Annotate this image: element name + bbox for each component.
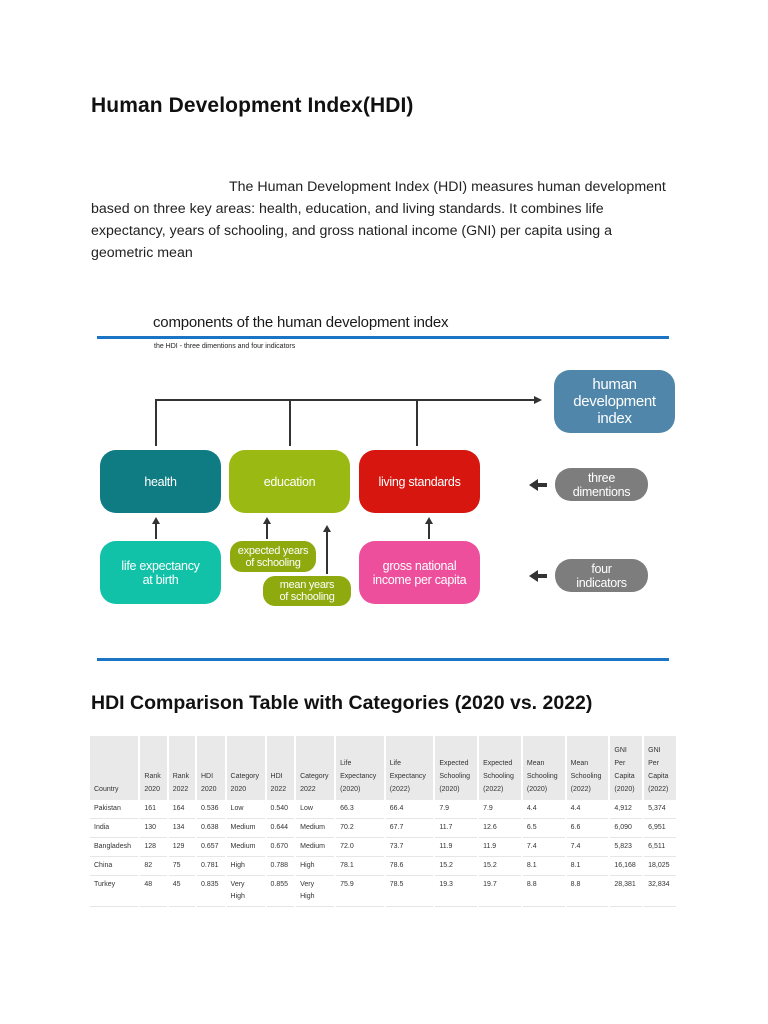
table-cell: 70.2	[335, 819, 385, 838]
legend-three-dimensions	[555, 468, 648, 501]
intro-line-1: The Human Development Index (HDI) measures human development	[229, 179, 666, 195]
column-header	[196, 736, 226, 800]
legend-four-indicators	[555, 559, 648, 592]
table-cell: 28,381	[609, 876, 643, 907]
column-header-text: (2020)	[439, 786, 460, 793]
connector-education	[289, 400, 291, 446]
mys-line-2: of schooling	[279, 591, 335, 603]
table-cell: 8.8	[566, 876, 610, 907]
arrow-left-shaft	[537, 574, 547, 578]
table-cell: 18,025	[643, 857, 677, 876]
column-header-text: 2020	[230, 786, 247, 793]
column-header	[266, 736, 296, 800]
table-cell: 67.7	[385, 819, 435, 838]
column-header-text: 2020	[200, 786, 217, 793]
table-cell: 7.9	[434, 800, 478, 819]
legend-ind-line-2: indicators	[576, 575, 627, 590]
column-header-text: Category	[300, 773, 329, 780]
table-cell: 0.644	[266, 819, 296, 838]
table-row	[90, 800, 677, 819]
indicator-gni	[359, 541, 480, 604]
column-header-text: (2020)	[614, 786, 635, 793]
column-header-text: Rank	[172, 773, 190, 780]
table-cell: 164	[168, 800, 196, 819]
connector-health	[155, 400, 157, 446]
table-cell: 0.670	[266, 838, 296, 857]
arrow-gni-shaft	[428, 524, 430, 539]
column-header-text: Category	[230, 773, 259, 780]
table-cell: 128	[139, 838, 167, 857]
column-header-text: HDI	[200, 773, 214, 780]
table-cell: 6.5	[522, 819, 566, 838]
table-cell: 0.536	[196, 800, 226, 819]
table-cell: 32,834	[643, 876, 677, 907]
column-header	[168, 736, 196, 800]
column-header-text: Mean	[570, 760, 589, 767]
table-cell: 5,823	[609, 838, 643, 857]
page-title: Human Development Index(HDI)	[91, 94, 414, 117]
connector-living	[416, 400, 418, 446]
table-cell: 0.638	[196, 819, 226, 838]
table-cell: 7.9	[478, 800, 522, 819]
table-cell: 129	[168, 838, 196, 857]
dimension-living-standards: living standards	[359, 450, 480, 513]
table-cell: 6.6	[566, 819, 610, 838]
table-cell: 16,168	[609, 857, 643, 876]
table-cell: 73.7	[385, 838, 435, 857]
column-header-text: (2022)	[483, 786, 504, 793]
table-cell: 7.4	[566, 838, 610, 857]
column-header	[478, 736, 522, 800]
table-cell: 15.2	[434, 857, 478, 876]
column-header-text: Schooling	[570, 773, 602, 780]
table-row	[90, 857, 677, 876]
table-cell: Bangladesh	[90, 838, 139, 857]
life-line-2: at birth	[142, 572, 179, 587]
column-header	[139, 736, 167, 800]
intro-line-3: expectancy, years of schooling, and gross national income (GNI) per capita using a	[91, 223, 613, 239]
gni-line-1: gross national	[382, 558, 457, 573]
life-line-1: life expectancy	[121, 558, 200, 573]
intro-line-4: geometric mean	[91, 245, 193, 261]
column-header-text: Life	[389, 760, 402, 767]
hdi-line-1: human	[592, 376, 637, 393]
arrow-mys-shaft	[326, 532, 328, 574]
eys-line-1: expected years	[237, 544, 309, 557]
table-cell: 0.540	[266, 800, 296, 819]
table-cell: 15.2	[478, 857, 522, 876]
intro-line-2: based on three key areas: health, education, and living standards. It combines life	[91, 201, 604, 217]
table-cell: Pakistan	[90, 800, 139, 819]
table-cell: 75	[168, 857, 196, 876]
table-cell: High	[226, 857, 266, 876]
column-header	[295, 736, 335, 800]
table-cell: 12.6	[478, 819, 522, 838]
arrow-left-shaft	[537, 483, 547, 487]
table-cell: 8.1	[522, 857, 566, 876]
column-header-text: Capita	[614, 773, 635, 780]
table-cell: 0.781	[196, 857, 226, 876]
column-header	[226, 736, 266, 800]
hdi-box	[554, 370, 675, 433]
column-header-text: 2022	[270, 786, 287, 793]
bottom-rule	[97, 658, 669, 661]
table-cell: 8.1	[566, 857, 610, 876]
dimension-education: education	[229, 450, 350, 513]
legend-ind-line-1: four	[591, 561, 612, 576]
table-cell: 75.9	[335, 876, 385, 907]
column-header-text: HDI	[270, 773, 283, 780]
table-cell: 161	[139, 800, 167, 819]
indicator-life-expectancy	[100, 541, 221, 604]
table-cell: 0.657	[196, 838, 226, 857]
column-header-text: (2022)	[570, 786, 591, 793]
gni-line-2: income per capita	[372, 572, 467, 587]
table-cell: Turkey	[90, 876, 139, 907]
table-cell: 78.5	[385, 876, 435, 907]
table-cell: 6,951	[643, 819, 677, 838]
table-cell: 6,090	[609, 819, 643, 838]
table-cell: India	[90, 819, 139, 838]
table-cell: 4.4	[566, 800, 610, 819]
column-header-text: Per	[648, 760, 660, 767]
column-header-text: Expectancy	[389, 773, 426, 780]
column-header-text: (2020)	[526, 786, 548, 793]
column-header-text: 2022	[300, 786, 316, 793]
column-header-text: Per	[614, 760, 626, 767]
intro-paragraph	[91, 176, 691, 264]
arrow-right-icon	[534, 396, 542, 404]
arrow-up-icon	[425, 517, 433, 524]
table-cell: 11.7	[434, 819, 478, 838]
table-cell: 66.4	[385, 800, 435, 819]
connector-top-line	[155, 399, 535, 401]
table-cell: 8.8	[522, 876, 566, 907]
table-cell: China	[90, 857, 139, 876]
diagram-subtitle: the HDI - three dimentions and four indicators	[154, 343, 296, 350]
table-cell: 4.4	[522, 800, 566, 819]
table-cell: 4,912	[609, 800, 643, 819]
column-header-text: Schooling	[526, 773, 558, 780]
table-cell: 78.6	[385, 857, 435, 876]
column-header-text: Rank	[144, 773, 161, 780]
column-header-text: Expected	[483, 760, 513, 767]
column-header	[522, 736, 566, 800]
table-cell: 134	[168, 819, 196, 838]
column-header-text: 2022	[172, 786, 189, 793]
column-header-text: (2022)	[648, 786, 669, 793]
table-cell: Medium	[226, 819, 266, 838]
column-header-text: GNI	[648, 747, 661, 754]
column-header	[385, 736, 435, 800]
column-header-text: Expectancy	[340, 773, 377, 780]
mys-line-1: mean years	[279, 579, 335, 591]
table-cell: Low	[226, 800, 266, 819]
arrow-eys-shaft	[266, 524, 268, 539]
table-cell: 48	[139, 876, 167, 907]
hdi-comparison-table	[90, 736, 678, 907]
column-header-text: Schooling	[483, 773, 514, 780]
hdi-line-3: index	[597, 410, 632, 427]
arrow-up-icon	[152, 517, 160, 524]
column-header	[643, 736, 677, 800]
table-cell: 0.835	[196, 876, 226, 907]
diagram-title: components of the human development index	[153, 314, 449, 331]
table-cell: 82	[139, 857, 167, 876]
table-cell: 5,374	[643, 800, 677, 819]
table-cell: 78.1	[335, 857, 385, 876]
column-header-text: Country	[94, 786, 119, 793]
table-cell: Medium	[295, 819, 335, 838]
column-header-text: Capita	[648, 773, 669, 780]
arrow-health-shaft	[155, 524, 157, 539]
table-cell: 130	[139, 819, 167, 838]
column-header-text: GNI	[614, 747, 627, 754]
column-header-text: Life	[340, 760, 352, 767]
column-header	[90, 736, 139, 800]
table-cell: 0.788	[266, 857, 296, 876]
column-header	[609, 736, 643, 800]
table-cell: Very High	[295, 876, 335, 907]
column-header-text: Schooling	[439, 773, 471, 780]
table-cell: 19.3	[434, 876, 478, 907]
column-header-text: 2020	[144, 786, 160, 793]
table-row	[90, 819, 677, 838]
table-cell: High	[295, 857, 335, 876]
table-cell: 6,511	[643, 838, 677, 857]
legend-dim-line-2: dimentions	[572, 484, 631, 499]
table-cell: 11.9	[478, 838, 522, 857]
table-cell: 45	[168, 876, 196, 907]
top-rule	[97, 336, 669, 339]
table-header-row	[90, 736, 677, 800]
table-row	[90, 838, 677, 857]
table-title: HDI Comparison Table with Categories (2020 vs. 2022)	[91, 692, 593, 714]
table-cell: Medium	[226, 838, 266, 857]
column-header-text: (2020)	[340, 786, 361, 793]
hdi-components-diagram	[97, 312, 672, 664]
column-header	[335, 736, 385, 800]
table-cell: 0.855	[266, 876, 296, 907]
arrow-up-icon	[263, 517, 271, 524]
arrow-up-icon	[323, 525, 331, 532]
legend-dim-line-1: three	[587, 470, 615, 485]
table-row	[90, 876, 677, 907]
column-header	[566, 736, 610, 800]
table-cell: Low	[295, 800, 335, 819]
eys-line-2: of schooling	[245, 556, 301, 569]
table-cell: 72.0	[335, 838, 385, 857]
column-header-text: Expected	[439, 760, 469, 767]
hdi-line-2: development	[573, 393, 656, 410]
column-header	[434, 736, 478, 800]
table-cell: 66.3	[335, 800, 385, 819]
table-cell: Very High	[226, 876, 266, 907]
indicator-mean-schooling	[263, 576, 351, 606]
column-header-text: (2022)	[389, 786, 410, 793]
table-cell: 7.4	[522, 838, 566, 857]
dimension-health: health	[100, 450, 221, 513]
table-cell: 19.7	[478, 876, 522, 907]
table-cell: Medium	[295, 838, 335, 857]
column-header-text: Mean	[526, 760, 545, 767]
indicator-expected-schooling	[230, 541, 316, 572]
table-cell: 11.9	[434, 838, 478, 857]
